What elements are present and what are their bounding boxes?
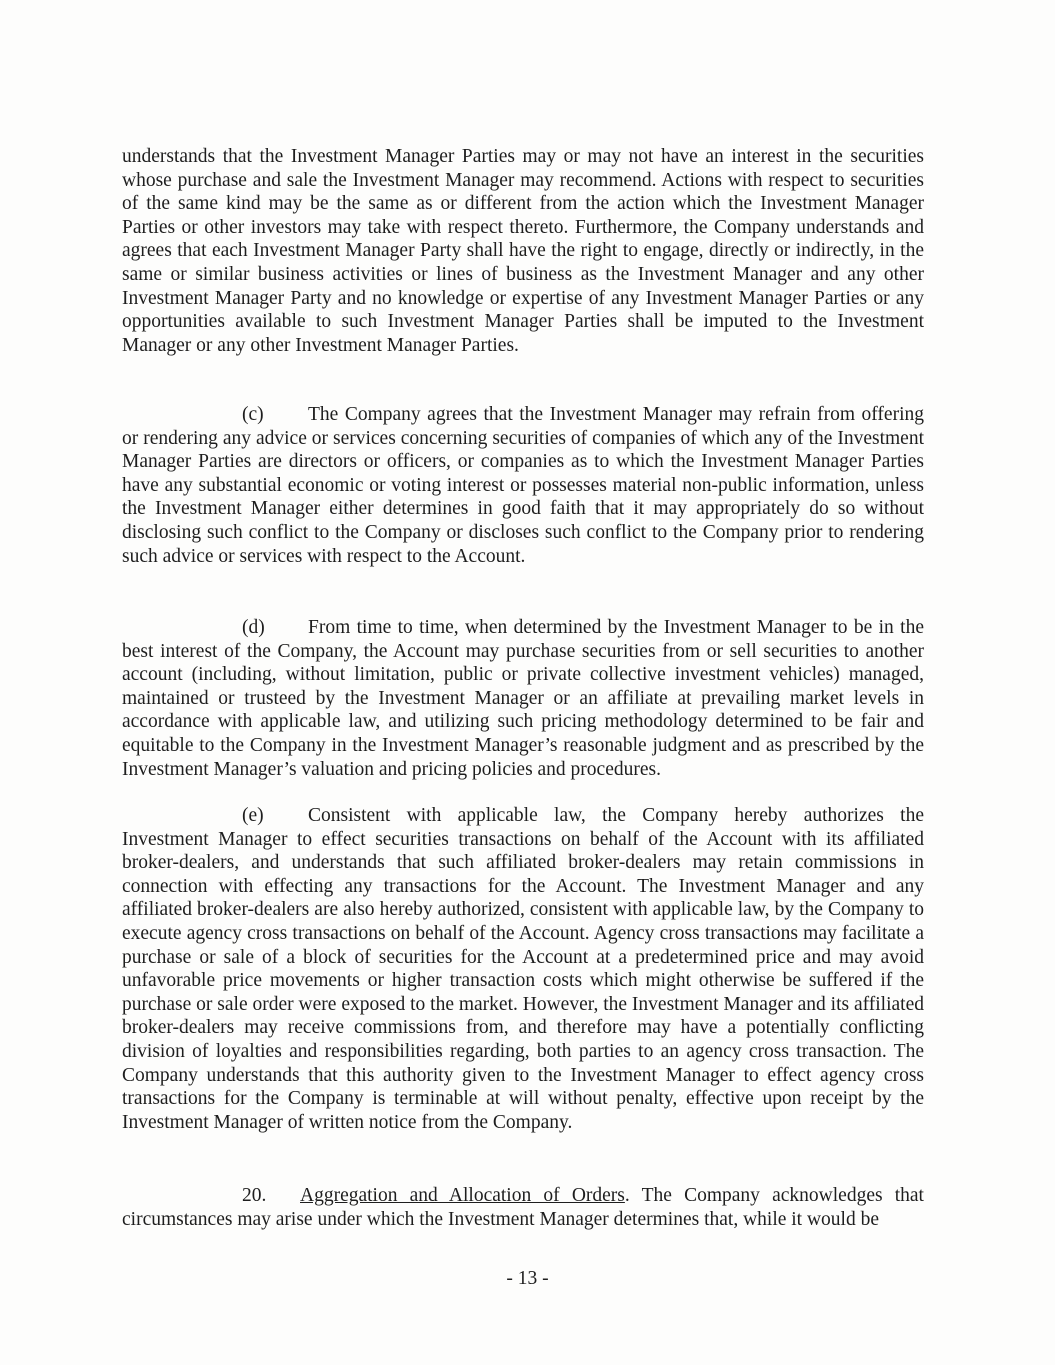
continuation-paragraph-text: understands that the Investment Manager Parties may or may not have an interest in the securities whose purchase and sale the Investment Manager may recommend. Actions with respect to securities of the same kind may be the same as or different from the action which the Investment Manager Parties or other investors may take with respect thereto. Furthermore, the Company understands and agrees that each Investment Manager Party shall have the right to engage, directly or indirectly, in the same or similar business activities or lines of business as the Investment Manager and any other Investment Manager Party and no knowledge or expertise of any Investment Manager Parties or any opportunities available to such Investment Manager Parties shall be imputed to the Investment Manager or any other Investment Manager Parties. xyxy=(122,146,924,356)
paragraph-c xyxy=(122,403,924,568)
paragraph-d-text: From time to time, when determined by the Investment Manager to be in the best interest of the Company, the Account may purchase securities from or sell securities to another account (including, without limitation, public or private collective investment vehicles) managed, maintained or trusteed by the Investment Manager or an affiliate at prevailing market levels in accordance with applicable law, and utilizing such pricing methodology determined to be fair and equitable to the Company in the Investment Manager’s reasonable judgment and as prescribed by the Investment Manager’s valuation and pricing policies and procedures. xyxy=(122,617,924,780)
continuation-paragraph xyxy=(122,145,924,357)
section-20-title-suffix: . xyxy=(624,1185,630,1206)
paragraph-c-text: The Company agrees that the Investment Manager may refrain from offering or rendering any advice or services concerning securities of companies of which any of the Investment Manager Parties are directors or officers, or companies as to which the Investment Manager Parties have any substantial economic or voting interest or possesses material non-public information, unless the Investment Manager either determines in good faith that it may appropriately do so without disclosing such conflict to the Company or discloses such conflict to the Company prior to rendering such advice or services with respect to the Account. xyxy=(122,404,924,567)
section-20 xyxy=(122,1184,924,1231)
paragraph-e-label: (e) xyxy=(242,805,264,826)
section-20-text: The Company acknowledges that circumstances may arise under which the Investment Manager determines that, while it would be xyxy=(122,1185,924,1230)
paragraph-e-text: Consistent with applicable law, the Company hereby authorizes the Investment Manager to effect securities transactions on behalf of the Account with its affiliated broker-dealers, and understands that such affiliated broker-dealers may retain commissions in connection with effecting any transactions for the Account. The Investment Manager and any affiliated broker-dealers are also hereby authorized, consistent with applicable law, by the Company to execute agency cross transactions on behalf of the Account. Agency cross transactions may facilitate a purchase or sale of a block of securities for the Account at a predetermined price and may avoid unfavorable price movements or higher transaction costs which might otherwise be suffered if the purchase or sale order were exposed to the market. However, the Investment Manager and its affiliated broker-dealers may receive commissions from, and therefore may have a potentially conflicting division of loyalties and responsibilities regarding, both parties to an agency cross transaction. The Company understands that this authority given to the Investment Manager to effect agency cross transactions for the Company is terminable at will without penalty, effective upon receipt by the Investment Manager of written notice from the Company. xyxy=(122,805,924,1133)
paragraph-d xyxy=(122,616,924,781)
section-20-number: 20. xyxy=(242,1185,267,1206)
paragraph-e xyxy=(122,804,924,1134)
paragraph-c-label: (c) xyxy=(242,404,264,425)
section-20-title: Aggregation and Allocation of Orders xyxy=(300,1185,625,1206)
page-number: - 13 - xyxy=(506,1268,549,1289)
paragraph-d-label: (d) xyxy=(242,617,265,638)
